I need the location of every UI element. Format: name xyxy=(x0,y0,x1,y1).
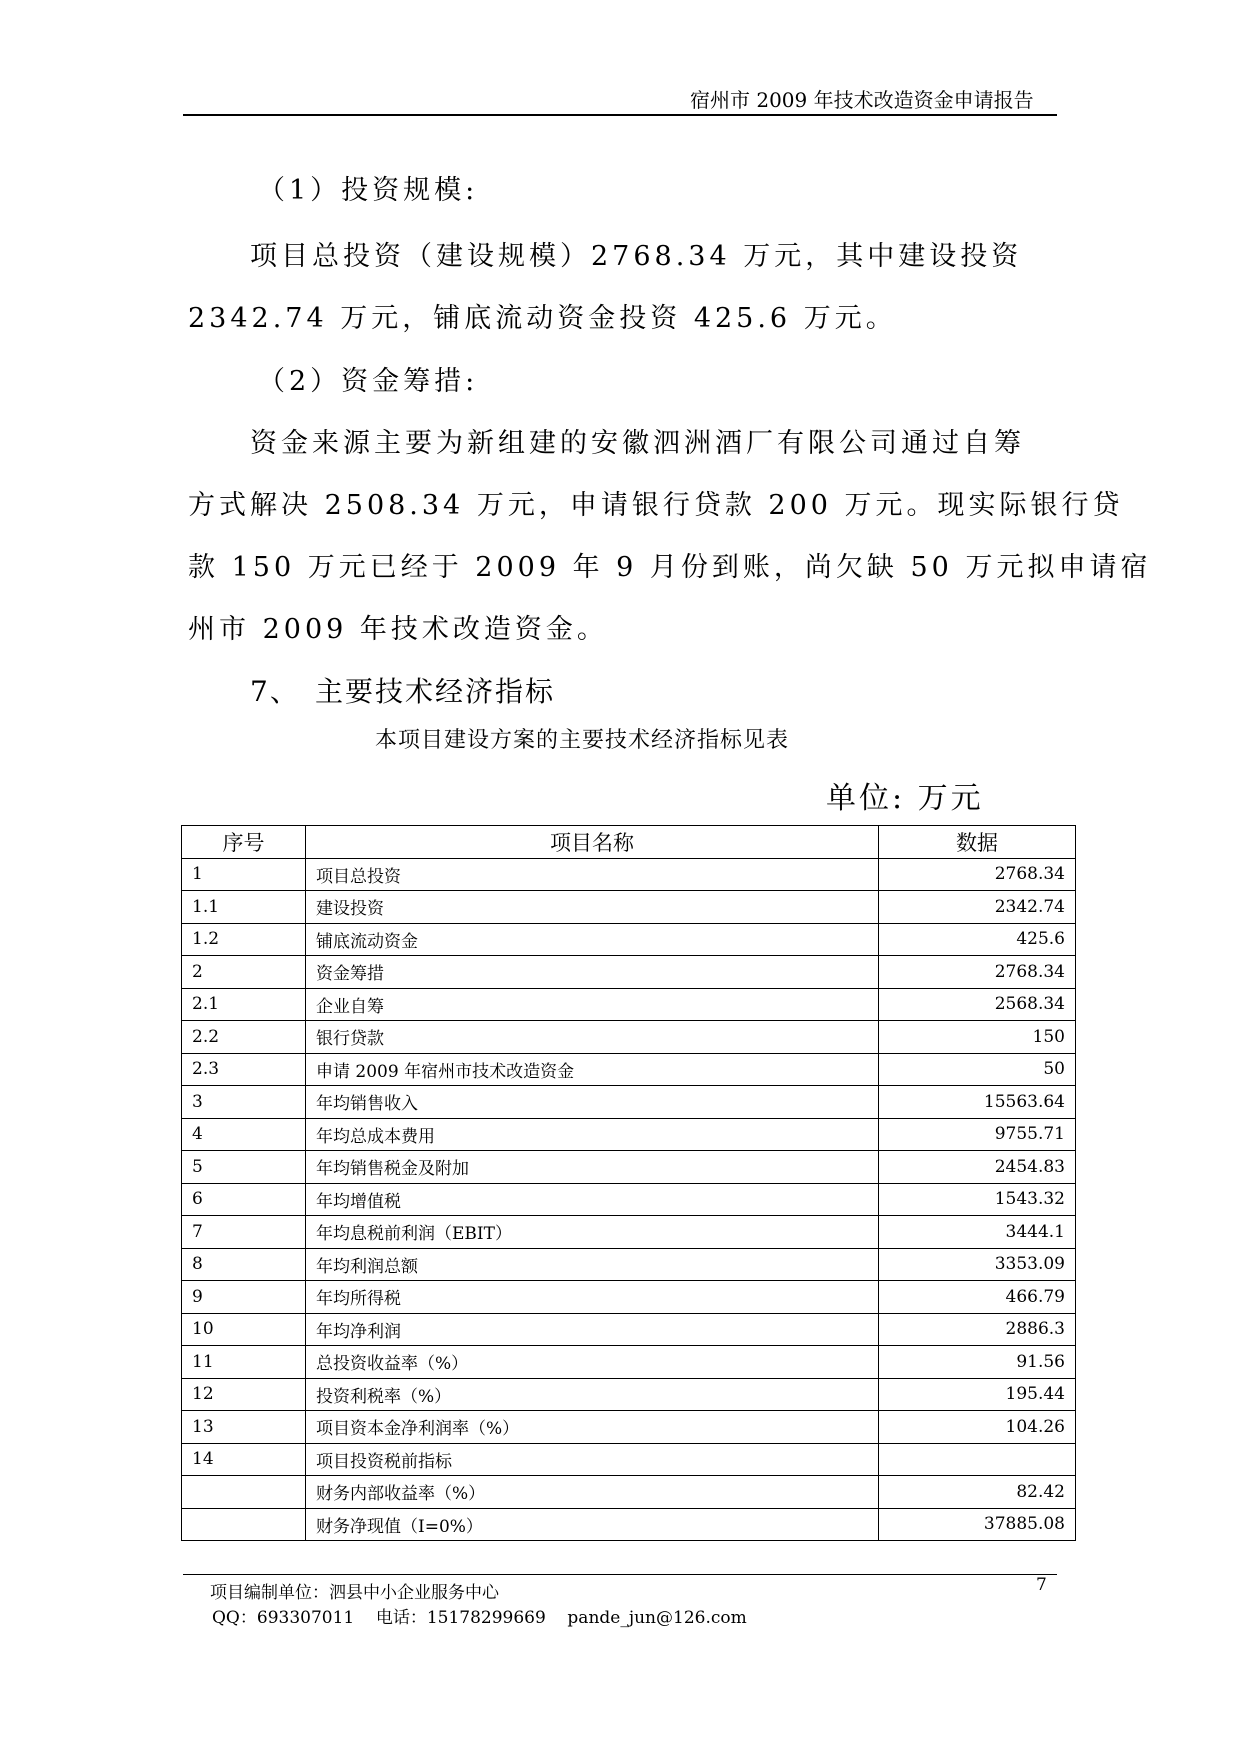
page-header-title: 宿州市 2009 年技术改造资金申请报告 xyxy=(690,88,1034,112)
row-name-cell: 申请 2009 年宿州市技术改造资金 xyxy=(306,1053,879,1086)
table-row xyxy=(182,1086,1076,1119)
row-name-cell: 资金筹措 xyxy=(306,956,879,989)
row-name-cell: 年均息税前利润（EBIT） xyxy=(306,1216,879,1249)
row-number-cell: 1 xyxy=(182,858,306,891)
paragraph-2-line-1: 资金来源主要为新组建的安徽泗洲酒厂有限公司通过自筹 xyxy=(250,428,1025,459)
row-number-cell: 2.2 xyxy=(182,1021,306,1054)
column-header-no: 序号 xyxy=(182,826,306,859)
row-value-cell: 2454.83 xyxy=(879,1151,1076,1184)
row-name-cell: 建设投资 xyxy=(306,891,879,924)
row-value-cell: 2342.74 xyxy=(879,891,1076,924)
row-name-cell: 年均净利润 xyxy=(306,1313,879,1346)
row-value-cell: 91.56 xyxy=(879,1346,1076,1379)
row-name-cell: 总投资收益率（%） xyxy=(306,1346,879,1379)
table-header-row xyxy=(182,826,1076,859)
row-value-cell: 9755.71 xyxy=(879,1118,1076,1151)
table-row xyxy=(182,1281,1076,1314)
section-7-number: 7、 xyxy=(250,675,300,708)
row-value-cell: 3444.1 xyxy=(879,1216,1076,1249)
table-row xyxy=(182,923,1076,956)
row-name-cell: 年均利润总额 xyxy=(306,1248,879,1281)
row-value-cell: 2568.34 xyxy=(879,988,1076,1021)
subsection-heading-2: （2）资金筹措: xyxy=(258,366,479,397)
table-row xyxy=(182,1378,1076,1411)
row-number-cell: 1.1 xyxy=(182,891,306,924)
row-number-cell: 2 xyxy=(182,956,306,989)
table-row xyxy=(182,1021,1076,1054)
row-value-cell: 2886.3 xyxy=(879,1313,1076,1346)
row-value-cell: 425.6 xyxy=(879,923,1076,956)
table-row xyxy=(182,1248,1076,1281)
row-number-cell xyxy=(182,1476,306,1509)
row-number-cell: 12 xyxy=(182,1378,306,1411)
row-value-cell: 2768.34 xyxy=(879,858,1076,891)
row-number-cell: 10 xyxy=(182,1313,306,1346)
section-7-title: 主要技术经济指标 xyxy=(315,675,556,708)
row-value-cell: 150 xyxy=(879,1021,1076,1054)
row-name-cell: 年均总成本费用 xyxy=(306,1118,879,1151)
row-name-cell: 铺底流动资金 xyxy=(306,923,879,956)
row-name-cell: 财务内部收益率（%） xyxy=(306,1476,879,1509)
table-row xyxy=(182,1118,1076,1151)
table-row xyxy=(182,1411,1076,1444)
row-name-cell: 项目投资税前指标 xyxy=(306,1443,879,1476)
row-value-cell: 50 xyxy=(879,1053,1076,1086)
row-name-cell: 年均增值税 xyxy=(306,1183,879,1216)
footer-compiling-unit: 项目编制单位：泗县中小企业服务中心 xyxy=(210,1583,499,1603)
row-number-cell: 8 xyxy=(182,1248,306,1281)
row-value-cell: 15563.64 xyxy=(879,1086,1076,1119)
table-row xyxy=(182,1476,1076,1509)
paragraph-1-line-1: 项目总投资（建设规模）2768.34 万元，其中建设投资 xyxy=(250,241,1023,272)
row-name-cell: 年均销售收入 xyxy=(306,1086,879,1119)
table-row xyxy=(182,858,1076,891)
row-number-cell: 2.3 xyxy=(182,1053,306,1086)
table-row xyxy=(182,1508,1076,1541)
table-caption: 本项目建设方案的主要技术经济指标见表 xyxy=(375,728,790,753)
row-number-cell: 14 xyxy=(182,1443,306,1476)
row-value-cell xyxy=(879,1443,1076,1476)
page-number: 7 xyxy=(1036,1575,1047,1595)
row-name-cell: 年均销售税金及附加 xyxy=(306,1151,879,1184)
row-name-cell: 企业自筹 xyxy=(306,988,879,1021)
row-number-cell: 3 xyxy=(182,1086,306,1119)
row-name-cell: 财务净现值（I=0%） xyxy=(306,1508,879,1541)
table-row xyxy=(182,1053,1076,1086)
table-row xyxy=(182,1151,1076,1184)
row-name-cell: 项目总投资 xyxy=(306,858,879,891)
row-value-cell: 37885.08 xyxy=(879,1508,1076,1541)
row-value-cell: 195.44 xyxy=(879,1378,1076,1411)
row-value-cell: 3353.09 xyxy=(879,1248,1076,1281)
row-number-cell: 11 xyxy=(182,1346,306,1379)
row-value-cell: 82.42 xyxy=(879,1476,1076,1509)
table-row xyxy=(182,988,1076,1021)
row-number-cell: 9 xyxy=(182,1281,306,1314)
paragraph-2-line-3: 款 150 万元已经于 2009 年 9 月份到账，尚欠缺 50 万元拟申请宿 xyxy=(188,552,1152,583)
table-row xyxy=(182,1443,1076,1476)
table-row xyxy=(182,891,1076,924)
paragraph-2-line-2: 方式解决 2508.34 万元，申请银行贷款 200 万元。现实际银行贷 xyxy=(188,490,1124,521)
column-header-name: 项目名称 xyxy=(306,826,879,859)
footer-divider xyxy=(183,1574,1057,1575)
table-row xyxy=(182,956,1076,989)
row-number-cell xyxy=(182,1508,306,1541)
row-value-cell: 104.26 xyxy=(879,1411,1076,1444)
row-value-cell: 1543.32 xyxy=(879,1183,1076,1216)
table-row xyxy=(182,1183,1076,1216)
row-number-cell: 13 xyxy=(182,1411,306,1444)
row-number-cell: 7 xyxy=(182,1216,306,1249)
row-number-cell: 5 xyxy=(182,1151,306,1184)
indicators-table xyxy=(181,825,1076,1541)
table-row xyxy=(182,1216,1076,1249)
row-name-cell: 投资利税率（%） xyxy=(306,1378,879,1411)
row-value-cell: 466.79 xyxy=(879,1281,1076,1314)
row-number-cell: 2.1 xyxy=(182,988,306,1021)
table-body xyxy=(182,858,1076,1541)
column-header-value: 数据 xyxy=(879,826,1076,859)
paragraph-2-line-4: 州市 2009 年技术改造资金。 xyxy=(188,614,608,645)
row-value-cell: 2768.34 xyxy=(879,956,1076,989)
row-number-cell: 1.2 xyxy=(182,923,306,956)
row-name-cell: 年均所得税 xyxy=(306,1281,879,1314)
row-number-cell: 6 xyxy=(182,1183,306,1216)
paragraph-1-line-2: 2342.74 万元，铺底流动资金投资 425.6 万元。 xyxy=(188,303,897,334)
header-divider xyxy=(183,114,1057,116)
footer-contact: QQ：693307011 电话：15178299669 pande_jun@126.com xyxy=(212,1608,747,1628)
table-row xyxy=(182,1346,1076,1379)
row-name-cell: 银行贷款 xyxy=(306,1021,879,1054)
subsection-heading-1: （1）投资规模: xyxy=(258,175,479,206)
table-unit-label: 单位: 万元 xyxy=(826,781,984,816)
table-row xyxy=(182,1313,1076,1346)
row-name-cell: 项目资本金净利润率（%） xyxy=(306,1411,879,1444)
row-number-cell: 4 xyxy=(182,1118,306,1151)
